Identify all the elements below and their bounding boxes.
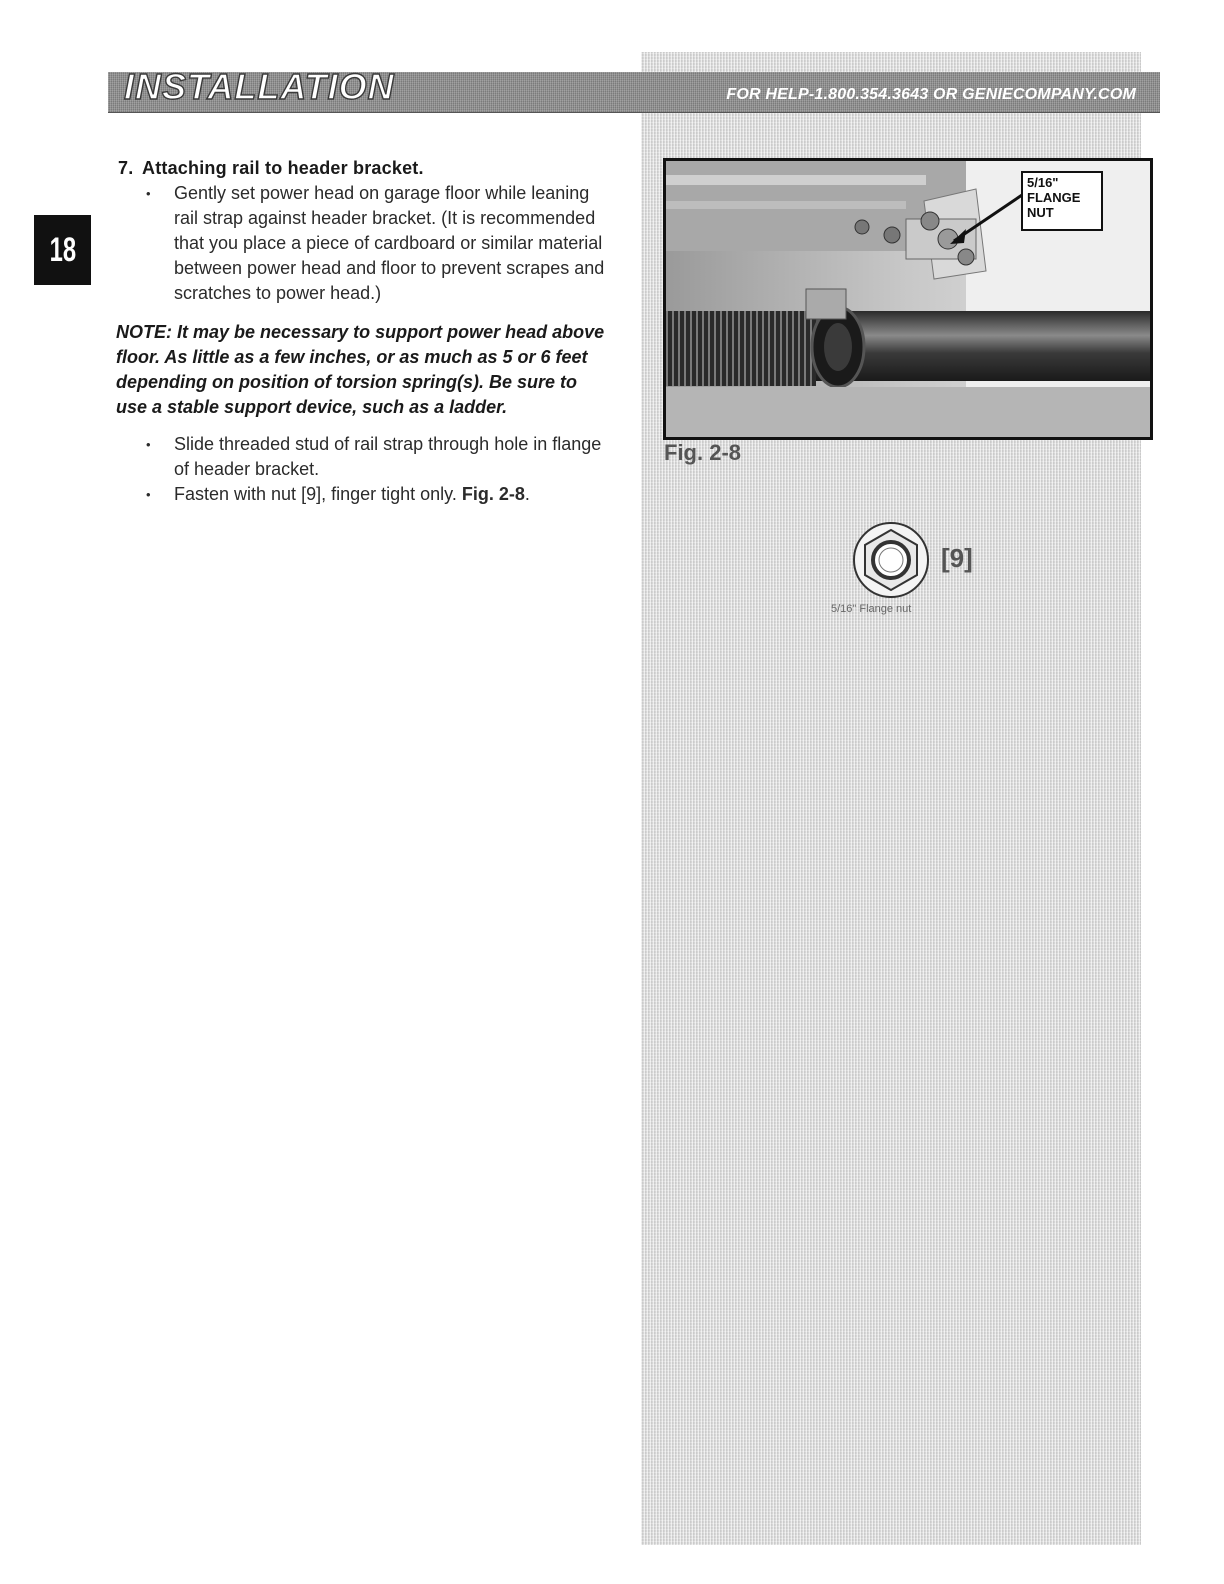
help-contact: FOR HELP-1.800.354.3643 OR GENIECOMPANY.COM [726,86,1136,103]
step-number: 7. [118,158,134,178]
callout-line: FLANGE [1027,190,1081,205]
step-title: Attaching rail to header bracket. [142,158,424,178]
step-heading [118,158,618,179]
instructions [118,158,618,507]
torsion-spring [666,311,816,386]
fasten-text: Fasten with nut [9], finger tight only. [174,484,462,504]
figure-caption: Fig. 2-8 [664,440,742,465]
note-paragraph [116,320,606,420]
list-item [146,482,618,507]
note-text: It may be necessary to support power head above floor. As little as a few inches, or as much as 5 or 6 feet depending on position of torsion spring(s). Be sure to use a stable support device, such as a ladder. [116,322,605,417]
flange-nut-icon [851,520,931,600]
figure-reference: Fig. 2-8 [461,484,525,504]
callout-label [1021,171,1103,231]
bullet-list-top [118,181,618,306]
callout-line: 5/16" [1027,175,1059,190]
list-item: • Slide threaded stud of rail strap through hole in flange of header bracket. [146,432,618,482]
fasten-suffix: . [524,484,530,504]
part-reference: [9] [941,543,973,573]
bullet-list-bottom [118,432,618,507]
list-item: • Gently set power head on garage floor while leaning rail strap against header bracket. (It is recommended that you place a piece of cardboard or similar material between power head and floor to prevent scrapes and scratches to power head.) [146,181,618,306]
part-label: 5/16" Flange nut [831,603,912,615]
page-number-tab [34,215,91,285]
page-title: INSTALLATION [124,66,395,107]
callout-line: NUT [1027,205,1054,220]
page-number: 18 [49,230,76,269]
note-label: NOTE: [116,322,172,342]
